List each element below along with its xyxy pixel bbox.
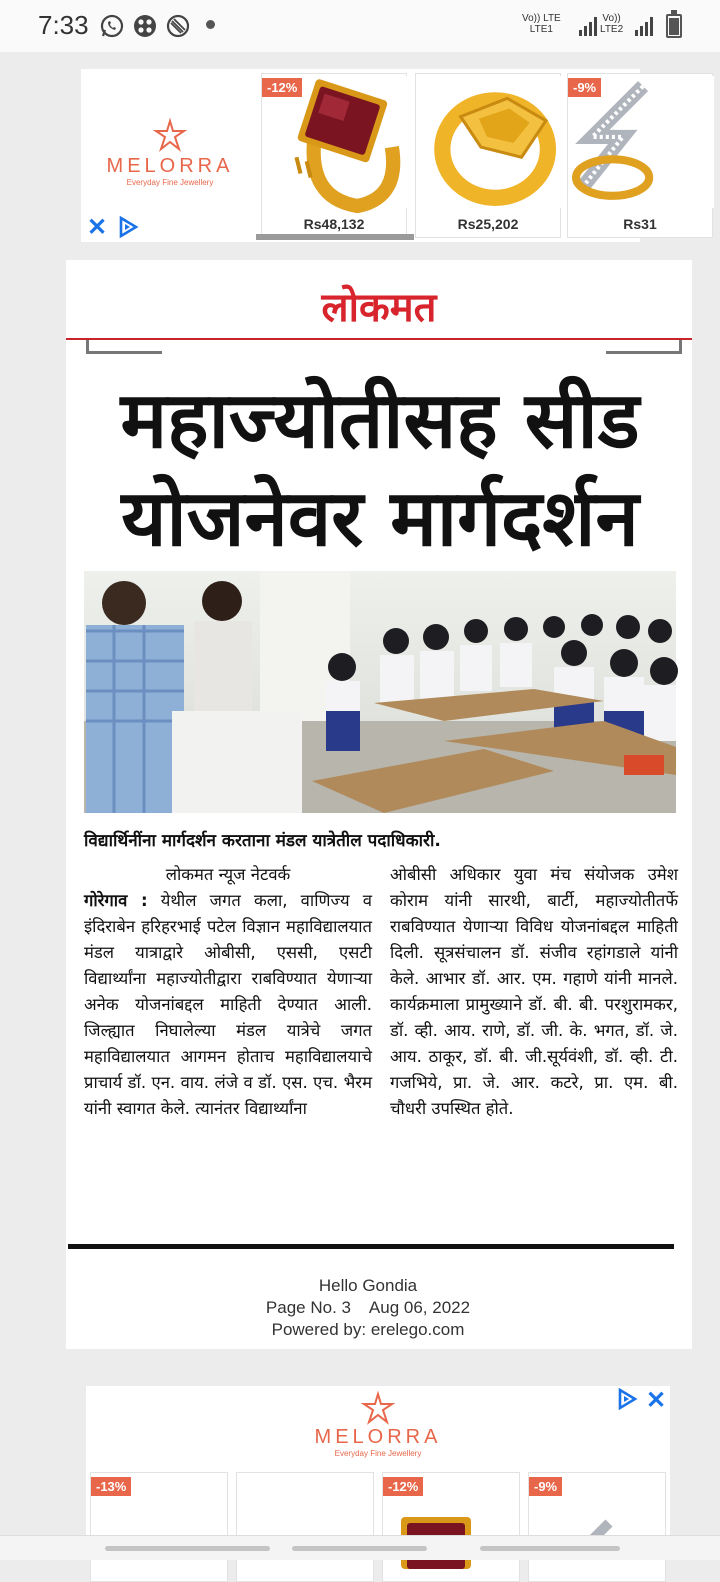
battery-icon	[666, 14, 682, 38]
network-2-label: Vo)) LTE2	[600, 13, 624, 35]
notification-dot	[206, 20, 215, 29]
ad-product-card[interactable]	[567, 73, 713, 238]
network-1-label: Vo)) LTE LTE1	[522, 13, 561, 35]
brand-star-icon	[153, 119, 187, 153]
signal-2-icon	[634, 16, 654, 36]
home-button[interactable]	[292, 1546, 427, 1551]
article-column-2	[390, 862, 678, 1122]
masthead	[66, 260, 692, 340]
article-body-1: येथील जगत कला, वाणिज्य व इंदिराबेन हरिहरभाई पटेल विज्ञान महाविद्यालयात मंडल यात्राद्वारे ओबीसी, एससी, एसटी विद्यार्थ्यांना महाज्योतीद्वारा राबविण्यात येणाऱ्या अनेक योजनांबद्दल माहिती देण्यात आली. जिल्ह्यात निघालेल्या मंडल यात्रेचे जगत महाविद्यालयात आगमन होताच महाविद्यालयाचे प्राचार्य डॉ. एन. वाय. लंजे व डॉ. एस. एच. भैरम यांनी स्वागत केले. त्यानंतर विद्यार्थ्यांना	[84, 891, 372, 1118]
newspaper-logo: लोकमत	[321, 284, 437, 331]
ad-product-card[interactable]	[90, 1472, 228, 1582]
powered-by: Powered by: erelego.com	[271, 1320, 465, 1339]
product-price: Rs31	[623, 216, 657, 232]
ad-product-card[interactable]	[382, 1472, 520, 1582]
article-headline: महाज्योतीसह सीड योजनेवर मार्गदर्शन	[120, 376, 640, 564]
discount-badge: -12%	[383, 1477, 423, 1496]
ad-product-card[interactable]	[415, 73, 561, 238]
bottom-ad-banner[interactable]	[86, 1386, 670, 1560]
byline: लोकमत न्यूज नेटवर्क	[165, 865, 291, 884]
ad-product-card[interactable]	[528, 1472, 666, 1582]
discount-badge: -9%	[568, 78, 601, 97]
ad-brand-logo: MELORRA Everyday Fine Jewellery	[95, 119, 245, 187]
page-date: Page No. 3 Aug 06, 2022	[265, 1298, 471, 1317]
clock: 7:33	[38, 10, 89, 40]
classroom-photo	[84, 571, 676, 813]
recents-button[interactable]	[105, 1546, 270, 1551]
system-nav-bar	[0, 1535, 720, 1560]
page-footer	[66, 1275, 670, 1341]
ad-product-card[interactable]	[261, 73, 407, 238]
discount-badge: -13%	[91, 1477, 131, 1496]
newspaper-clipping	[66, 260, 692, 1349]
article-body-2: ओबीसी अधिकार युवा मंच संयोजक उमेश कोराम यांनी सारथी, बार्टी, महाज्योतीतर्फे राबविण्यात येणाऱ्या विविध योजनांबद्दल माहिती दिली. सूत्रसंचालन डॉ. संजीव रहांगडाले यांनी केले. आभार डॉ. आर. एम. गहाणे यांनी मानले. कार्यक्रमाला प्रामुख्याने डॉ. बी. बी. परशुरामकर, डॉ. व्ही. आय. राणे, डॉ. जी. के. भगत, डॉ. जे. आय. ठाकूर, डॉ. बी. जी.सूर्यवंशी, डॉ. व्ही. टी. गजभिये, प्रा. जे. आर. कटरे, प्रा. एम. बी. चौधरी उपस्थित होते.	[390, 865, 678, 1118]
source-name: Hello Gondia	[318, 1276, 418, 1295]
product-price: Rs48,132	[303, 216, 365, 232]
ad-choices-icon[interactable]	[616, 1388, 638, 1410]
photo-caption: विद्यार्थिनींना मार्गदर्शन करताना मंडल यात्रेतील पदाधिकारी.	[84, 831, 441, 851]
top-ad-banner[interactable]	[81, 69, 657, 242]
article-column-1	[84, 862, 372, 1122]
gold-ring-image	[420, 76, 562, 208]
signal-1-icon	[578, 16, 598, 36]
ad-choices-icon[interactable]	[117, 216, 139, 238]
article-end-rule	[68, 1244, 674, 1249]
brand-star-icon	[361, 1392, 395, 1426]
discount-badge: -9%	[529, 1477, 562, 1496]
product-price: Rs25,202	[457, 216, 519, 232]
carousel-scroll-indicator[interactable]	[256, 234, 414, 240]
ad-product-card[interactable]	[236, 1472, 374, 1582]
status-bar	[0, 0, 720, 52]
app-grid-icon	[133, 14, 157, 38]
headline-frame-left	[86, 340, 162, 354]
discount-badge: -12%	[262, 78, 302, 97]
dateline: गोरेगाव :	[84, 891, 148, 910]
ad-close-icon[interactable]: ✕	[646, 1387, 667, 1414]
headline-frame-right	[606, 340, 682, 354]
ad-close-icon[interactable]: ✕	[87, 214, 108, 241]
whatsapp-icon	[100, 14, 124, 38]
no-disturb-icon	[166, 14, 190, 38]
ad-brand-logo: MELORRA Everyday Fine Jewellery	[296, 1392, 460, 1458]
back-button[interactable]	[480, 1546, 620, 1551]
